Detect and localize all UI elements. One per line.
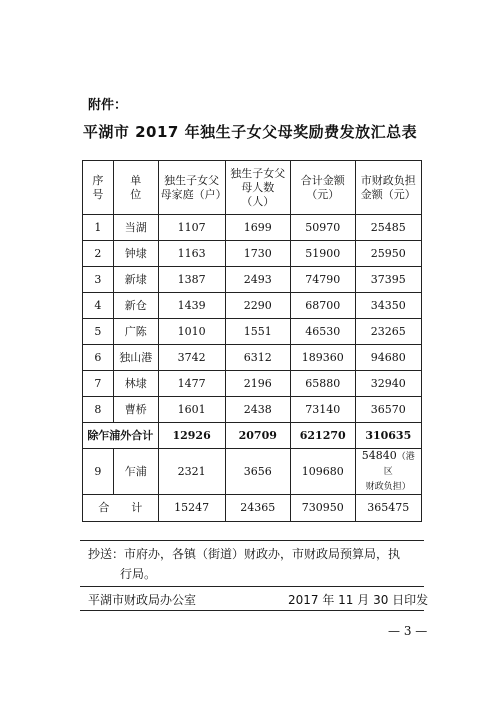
header-families: 独生子女父 母家庭（户） — [158, 161, 225, 215]
header-city-burden: 市财政负担 金额（元） — [355, 161, 421, 215]
cell-city: 23265 — [355, 319, 421, 345]
cell-parents: 24365 — [225, 495, 290, 522]
cell-parents: 1551 — [225, 319, 290, 345]
issuer: 平湖市财政局办公室 — [88, 593, 197, 607]
cell-families: 1163 — [158, 241, 225, 267]
cell-parents: 20709 — [225, 423, 290, 449]
cell-unit: 林埭 — [113, 371, 158, 397]
table-row — [83, 345, 422, 371]
cell-unit: 新埭 — [113, 267, 158, 293]
cell-families: 1439 — [158, 293, 225, 319]
cell-seq: 4 — [83, 293, 114, 319]
cell-parents: 3656 — [225, 449, 290, 495]
cell-parents: 2196 — [225, 371, 290, 397]
cell-families: 1107 — [158, 215, 225, 241]
cell-total: 109680 — [290, 449, 355, 495]
header-seq: 序 号 — [83, 161, 114, 215]
cell-city: 365475 — [355, 495, 421, 522]
cell-seq: 5 — [83, 319, 114, 345]
table-row — [83, 293, 422, 319]
subtotal-row — [83, 423, 422, 449]
cell-families: 1387 — [158, 267, 225, 293]
cell-families: 1477 — [158, 371, 225, 397]
cell-city: 310635 — [355, 423, 421, 449]
cell-parents: 2493 — [225, 267, 290, 293]
grand-total-row — [83, 495, 422, 522]
cell-total: 74790 — [290, 267, 355, 293]
page-number: — 3 — — [388, 624, 428, 638]
cell-parents: 1699 — [225, 215, 290, 241]
cell-total: 46530 — [290, 319, 355, 345]
table-row-zhapu — [83, 449, 422, 495]
cell-families: 1601 — [158, 397, 225, 423]
cell-seq: 2 — [83, 241, 114, 267]
grand-total-label: 合 计 — [83, 495, 159, 522]
cell-total: 65880 — [290, 371, 355, 397]
cell-families: 2321 — [158, 449, 225, 495]
header-unit: 单 位 — [113, 161, 158, 215]
cell-families: 1010 — [158, 319, 225, 345]
cell-families: 15247 — [158, 495, 225, 522]
cc-block: 抄送：市府办，各镇（街道）财政办，市财政局预算局，执 行局。 — [88, 547, 401, 581]
cell-city: 54840（港区 财政负担） — [355, 449, 421, 495]
cell-unit: 钟埭 — [113, 241, 158, 267]
table-row — [83, 319, 422, 345]
cell-total: 730950 — [290, 495, 355, 522]
cell-city: 36570 — [355, 397, 421, 423]
divider — [80, 610, 424, 611]
cell-unit: 独山港 — [113, 345, 158, 371]
header-parents: 独生子女父 母人数（人） — [225, 161, 290, 215]
cell-unit: 乍浦 — [113, 449, 158, 495]
cell-seq: 7 — [83, 371, 114, 397]
cell-city: 32940 — [355, 371, 421, 397]
cell-seq: 3 — [83, 267, 114, 293]
cell-unit: 曹桥 — [113, 397, 158, 423]
cell-seq: 6 — [83, 345, 114, 371]
document-title: 平湖市 2017 年独生子女父母奖励费发放汇总表 — [82, 123, 418, 141]
header-total-amount: 合计金额 （元） — [290, 161, 355, 215]
cell-total: 621270 — [290, 423, 355, 449]
issue-date: 2017 年 11 月 30 日印发 — [288, 593, 429, 607]
cell-total: 51900 — [290, 241, 355, 267]
cell-unit: 当湖 — [113, 215, 158, 241]
attachment-label: 附件： — [88, 98, 128, 113]
cell-total: 50970 — [290, 215, 355, 241]
reward-summary-table — [82, 160, 422, 522]
cell-city: 94680 — [355, 345, 421, 371]
cell-parents: 2438 — [225, 397, 290, 423]
divider — [80, 586, 424, 587]
cell-total: 73140 — [290, 397, 355, 423]
subtotal-label: 除乍浦外合计 — [83, 423, 159, 449]
cell-city: 25485 — [355, 215, 421, 241]
cell-total: 68700 — [290, 293, 355, 319]
cell-parents: 1730 — [225, 241, 290, 267]
cell-unit: 新仓 — [113, 293, 158, 319]
cell-seq: 9 — [83, 449, 114, 495]
cell-parents: 6312 — [225, 345, 290, 371]
cell-city: 25950 — [355, 241, 421, 267]
cell-parents: 2290 — [225, 293, 290, 319]
cell-families: 12926 — [158, 423, 225, 449]
table-row — [83, 215, 422, 241]
cell-seq: 1 — [83, 215, 114, 241]
cell-city: 34350 — [355, 293, 421, 319]
table-row — [83, 397, 422, 423]
divider — [80, 540, 424, 541]
cell-city: 37395 — [355, 267, 421, 293]
table-row — [83, 371, 422, 397]
table-row — [83, 241, 422, 267]
table-header-row — [83, 161, 422, 215]
cell-total: 189360 — [290, 345, 355, 371]
cell-seq: 8 — [83, 397, 114, 423]
table-row — [83, 267, 422, 293]
cell-unit: 广陈 — [113, 319, 158, 345]
cell-families: 3742 — [158, 345, 225, 371]
